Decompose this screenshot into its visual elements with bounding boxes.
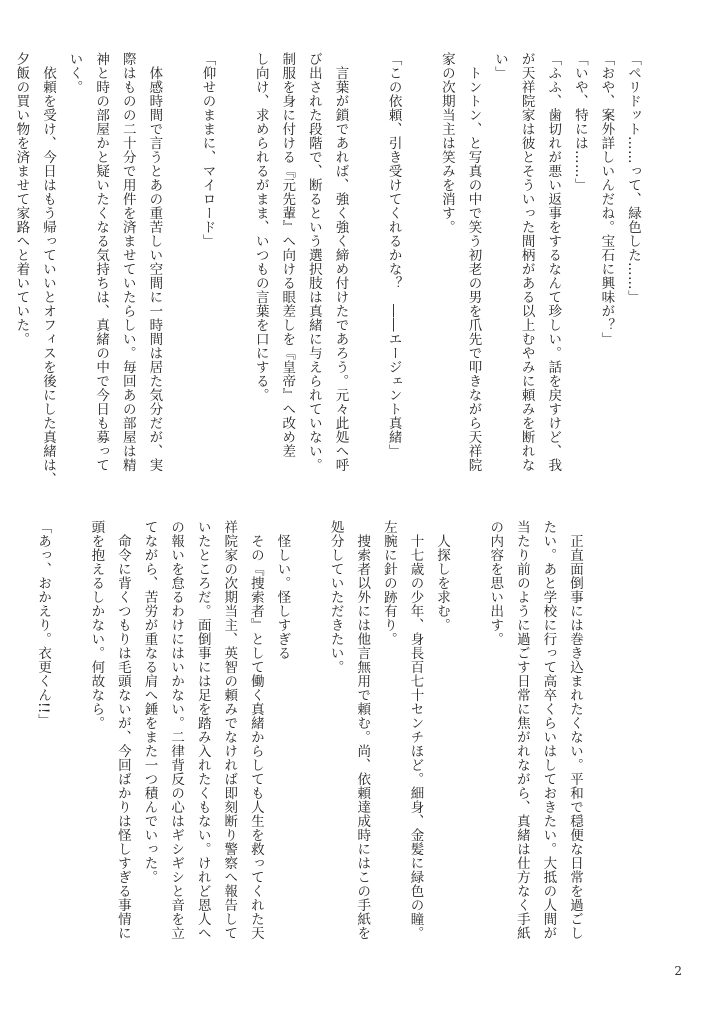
text-line: いたところだ。面倒事には足を踏み入れたくもない。けれど恩人へ bbox=[194, 520, 211, 940]
blank-line bbox=[295, 520, 322, 950]
text-line: 「あっ、おかえり。衣更くん!!」 bbox=[35, 520, 52, 728]
blank-line bbox=[56, 520, 83, 950]
text-line: 人探しを求む。 bbox=[434, 520, 451, 632]
text-line: 「おや、案外詳しいんだね。宝石に興味が？」 bbox=[598, 52, 615, 346]
blank-line bbox=[221, 52, 248, 502]
text-line: てながら、苦労が重なる肩へ錘をまた一つ積んでいった。 bbox=[141, 520, 158, 884]
text-line: 「ペリドット……って、緑色した……」 bbox=[625, 52, 641, 304]
blank-line bbox=[353, 52, 380, 502]
text-line: 言葉が鎖であれば、強く強く締め付けたであろう。元々此処へ呼 bbox=[332, 52, 349, 472]
text-line: 「この依頼、引き受けてくれるかな？ ――エージェント真緒」 bbox=[385, 52, 402, 458]
text-line: 体感時間で言うとあの重苦しい空間に一時間は居た気分だが、実 bbox=[146, 52, 163, 472]
text-line: 処分していただきたい。 bbox=[327, 520, 344, 674]
text-line: び出された段階で、断るという選択肢は真緒に与えられていない。 bbox=[305, 52, 322, 472]
blank-line bbox=[3, 520, 30, 950]
text-line bbox=[0, 520, 3, 950]
text-line: の報いを怠るわけにはいかない。二律背反の心はギシギシと音を立 bbox=[168, 520, 185, 940]
upper-text-block bbox=[13, 52, 646, 502]
text-line: 祥院家の次期当主、英智の頼みでなければ即刻断り警察へ報告して bbox=[221, 520, 238, 940]
text-line: 際はものの二十分で用件を済ませていたらしい。毎回あの部屋は精 bbox=[119, 52, 136, 472]
text-line: たい。あと学校に行って高卒くらいはしておきたい。大抵の人間が bbox=[540, 520, 557, 940]
text-line: し向け、求められるがまま、いつもの言葉を口にする。 bbox=[252, 52, 269, 402]
text-line: 正直面倒事には巻き込まれたくない。平和で穏便な日常を過ごし bbox=[567, 520, 583, 940]
text-line: の内容を思い出す。 bbox=[487, 520, 504, 646]
blank-line bbox=[455, 520, 482, 950]
text-line: 制服を身に付ける『元先輩』へ向ける眼差しを『皇帝』へ改め差 bbox=[279, 52, 296, 458]
text-line: 捜索者以外には他言無用で頼む。尚、依頼達成時にはこの手紙を bbox=[354, 520, 371, 940]
page-number: 2 bbox=[674, 964, 682, 978]
text-line: 家の次期当主は笑みを消す。 bbox=[438, 52, 455, 234]
text-line: 「ふふ、歯切れが悪い返事をするなんて珍しい。話を戻すけど、我 bbox=[545, 52, 562, 472]
text-line: 十七歳の少年、身長百七十センチほど。細身、金髪に緑色の瞳。 bbox=[407, 520, 424, 940]
text-line: が天祥院家は彼とそういった間柄がある以上むやみに頼みを断れな bbox=[518, 52, 535, 472]
text-line: 神と時の部屋かと疑いたくなる気持ちは、真緒の中で今日も募って bbox=[93, 52, 110, 472]
text-line: 「いや、特には……」 bbox=[571, 52, 588, 192]
text-line: いく。 bbox=[66, 52, 83, 94]
blank-line bbox=[407, 52, 434, 502]
text-line: 怪しい。怪しすぎる bbox=[274, 520, 291, 660]
text-line: 頭を抱えるしかない。何故なら。 bbox=[88, 520, 105, 730]
text-line: 当たり前のように過ごす日常に焦がれながら、真緒は仕方なく手紙 bbox=[513, 520, 530, 940]
text-line: その『捜索者』として働く真緒からしても人生を救ってくれた天 bbox=[247, 520, 264, 940]
text-line: 左腕に針の跡有り。 bbox=[380, 520, 397, 646]
text-line: い」 bbox=[492, 52, 509, 80]
text-line: 依頼を受け、今日はもう帰っていいとオフィスを後にした真緒は、 bbox=[39, 52, 56, 486]
text-line: 夕飯の買い物を済ませて家路へと着いていた。 bbox=[13, 52, 30, 346]
text-line: 命令に背くつもりは毛頭ないが、今回ばかりは怪しすぎる事情に bbox=[114, 520, 131, 940]
text-line: トントン、と写真の中で笑う初老の男を爪先で叩きながら天祥院 bbox=[465, 52, 482, 472]
blank-line bbox=[167, 52, 194, 502]
lower-text-block bbox=[35, 520, 588, 950]
text-line: 「仰せのままに、マイロード」 bbox=[199, 52, 216, 248]
